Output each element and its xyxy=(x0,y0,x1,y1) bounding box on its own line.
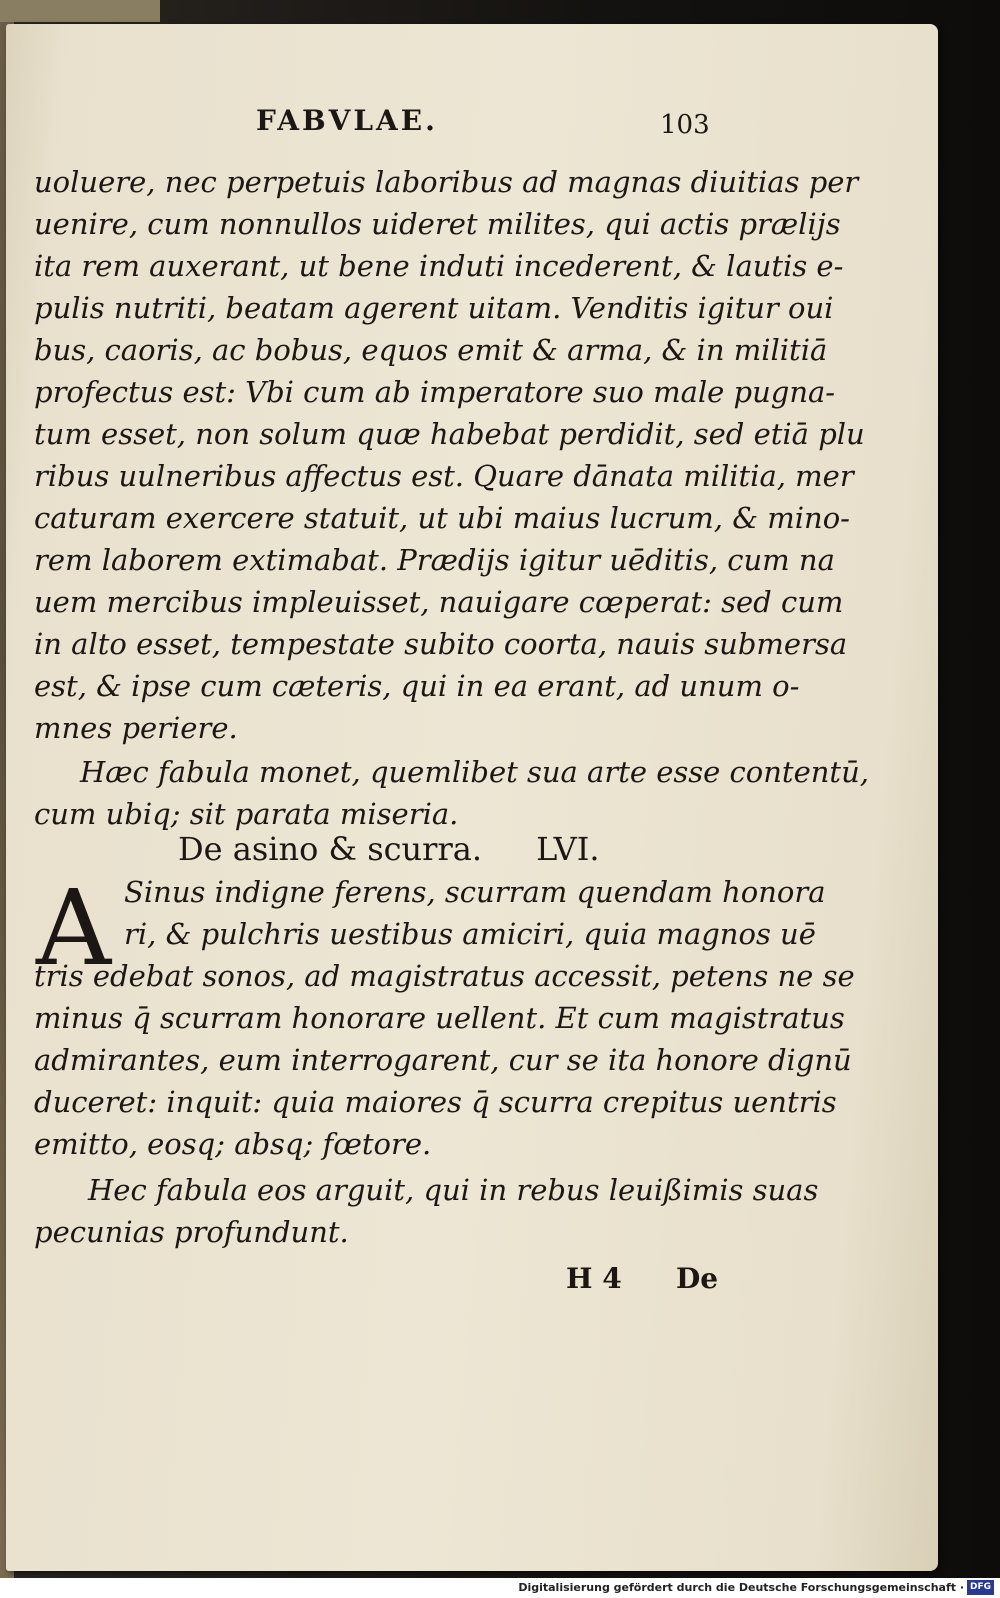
signature-mark: H 4 xyxy=(566,1262,622,1295)
binding-strip xyxy=(0,0,160,22)
fable-number: LVI. xyxy=(536,830,600,868)
drop-cap: A xyxy=(36,867,112,989)
text-line: tris edebat sonos, ad magistratus accessit, petens ne se xyxy=(34,959,855,993)
text-line: ribus uulneribus affectus est. Quare dānata militia, mer xyxy=(34,459,854,493)
text-line: minus q̄ scurram honorare uellent. Et cum magistratus xyxy=(34,1001,845,1035)
text-line: rem laborem extimabat. Prædijs igitur uēditis, cum na xyxy=(34,543,835,577)
text-line: pulis nutriti, beatam agerent uitam. Venditis igitur oui xyxy=(34,291,834,325)
moral-line: pecunias profundunt. xyxy=(34,1215,349,1249)
text-line: uoluere, nec perpetuis laboribus ad magnas diuitias per xyxy=(34,165,859,199)
text-line: admirantes, eum interrogarent, cur se ita honore dignū xyxy=(34,1043,852,1077)
moral-line: cum ubiq; sit parata miseria. xyxy=(34,797,459,831)
text-line: est, & ipse cum cæteris, qui in ea erant, ad unum o- xyxy=(34,669,800,703)
text-line: emitto, eosq; absq; fœtore. xyxy=(34,1127,432,1161)
text-line: ri, & pulchris uestibus amiciri, quia magnos uē xyxy=(124,917,816,951)
moral-line: Hæc fabula monet, quemlibet sua arte esse contentū, xyxy=(80,755,869,789)
text-line: duceret: inquit: quia maiores q̄ scurra crepitus uentris xyxy=(34,1085,837,1119)
catchword: De xyxy=(676,1262,719,1295)
text-line: mnes periere. xyxy=(34,711,238,745)
text-line: Sinus indigne ferens, scurram quendam honora xyxy=(124,875,826,909)
footer-credit: Digitalisierung gefördert durch die Deutsche Forschungsgemeinschaft · xyxy=(518,1581,964,1594)
moral-line: Hec fabula eos arguit, qui in rebus leuißimis suas xyxy=(88,1173,819,1207)
text-line: tum esset, non solum quæ habebat perdidit, sed etiā plu xyxy=(34,417,865,451)
text-line: profectus est: Vbi cum ab imperatore suo male pugna- xyxy=(34,375,836,409)
running-head: FABVLAE. xyxy=(256,104,438,137)
text-line: uem mercibus impleuisset, nauigare cœperat: sed cum xyxy=(34,585,844,619)
page-number: 103 xyxy=(660,110,710,140)
fable-title-row xyxy=(178,830,600,868)
text-line: caturam exercere statuit, ut ubi maius lucrum, & mino- xyxy=(34,501,850,535)
dfg-logo: DFG xyxy=(967,1580,994,1595)
text-line: in alto esset, tempestate subito coorta, nauis submersa xyxy=(34,627,848,661)
text-line: uenire, cum nonnullos uideret milites, qui actis prælijs xyxy=(34,207,841,241)
fable-title: De asino & scurra. xyxy=(178,830,482,868)
text-line: bus, caoris, ac bobus, equos emit & arma, & in militiā xyxy=(34,333,828,367)
text-line: ita rem auxerant, ut bene induti incederent, & lautis e- xyxy=(34,249,844,283)
